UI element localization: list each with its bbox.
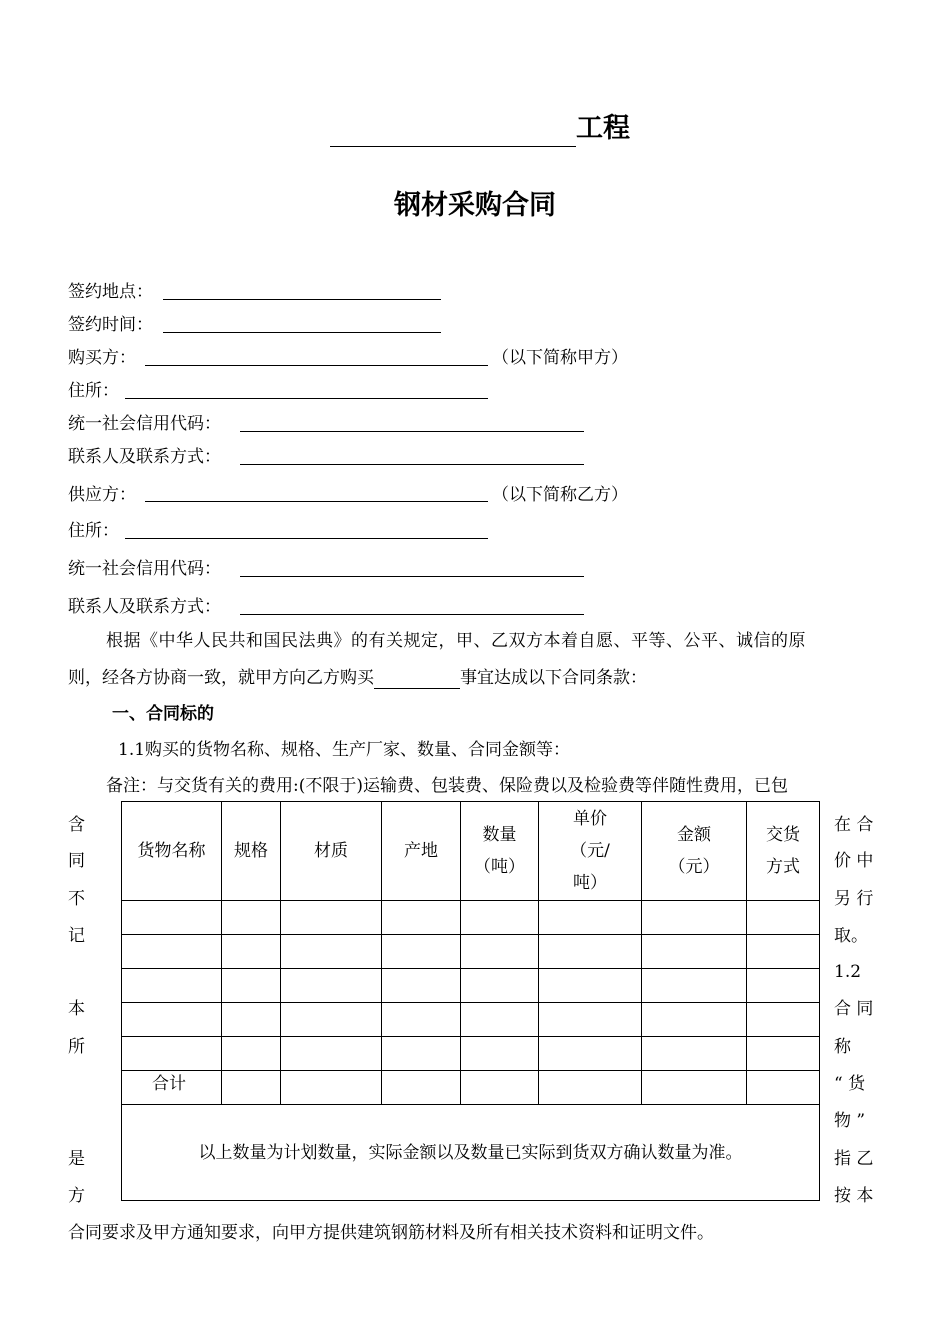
header-amount: 金额 （元） xyxy=(642,802,747,901)
contract-title: 钢材采购合同 xyxy=(394,190,556,221)
table-cell[interactable] xyxy=(222,1003,281,1037)
table-cell[interactable] xyxy=(122,901,222,935)
sign-time-label: 签约时间： xyxy=(68,315,153,335)
supplier-credit-code-label: 统一社会信用代码： xyxy=(68,559,221,579)
right-margin-line: 价 中 xyxy=(834,851,874,871)
buyer-label: 购买方： xyxy=(68,348,136,368)
table-cell[interactable] xyxy=(222,1071,281,1105)
table-cell[interactable] xyxy=(539,969,642,1003)
table-cell[interactable] xyxy=(122,1037,222,1071)
table-header-row xyxy=(122,802,820,901)
table-row xyxy=(122,935,820,969)
header-origin: 产地 xyxy=(382,802,461,901)
buyer-credit-code-field[interactable] xyxy=(240,431,584,432)
table-row xyxy=(122,901,820,935)
table-cell[interactable] xyxy=(461,935,539,969)
table-footnote-row xyxy=(122,1105,820,1201)
table-cell[interactable] xyxy=(222,935,281,969)
right-margin-line: 按 本 xyxy=(834,1186,874,1206)
right-margin-line: 称 xyxy=(834,1037,851,1057)
right-margin-line: 指 乙 xyxy=(834,1149,874,1169)
sign-place-field[interactable] xyxy=(163,299,441,300)
intro-line-1: 根据《中华人民共和国民法典》的有关规定，甲、乙双方本着自愿、平等、公平、诚信的原 xyxy=(106,631,806,651)
supplier-credit-code-field[interactable] xyxy=(240,576,584,577)
project-name-blank[interactable] xyxy=(330,116,576,147)
intro-line-2-end: 事宜达成以下合同条款： xyxy=(460,668,647,688)
right-margin-line: 1.2 xyxy=(834,962,862,982)
header-spec: 规格 xyxy=(222,802,281,901)
left-margin-char: 同 xyxy=(68,851,85,871)
right-margin-line: 在 合 xyxy=(834,815,874,835)
table-cell[interactable] xyxy=(747,1071,820,1105)
table-cell[interactable] xyxy=(747,1037,820,1071)
table-cell[interactable] xyxy=(382,935,461,969)
table-cell[interactable] xyxy=(461,1071,539,1105)
table-cell[interactable] xyxy=(539,1003,642,1037)
clause-1-1: 1.1购买的货物名称、规格、生产厂家、数量、合同金额等： xyxy=(118,740,571,760)
table-row xyxy=(122,969,820,1003)
final-line: 合同要求及甲方通知要求，向甲方提供建筑钢筋材料及所有相关技术资料和证明文件。 xyxy=(68,1223,714,1243)
header-quantity: 数量 （吨） xyxy=(461,802,539,901)
note-line: 备注：与交货有关的费用:(不限于)运输费、包装费、保险费以及检验费等伴随性费用，已包 xyxy=(106,776,788,796)
buyer-contact-field[interactable] xyxy=(240,464,584,465)
right-margin-line: 另 行 xyxy=(834,889,874,909)
supplier-contact-field[interactable] xyxy=(240,614,584,615)
header-unit-price: 单价 （元/ 吨） xyxy=(539,802,642,901)
supplier-contact-label: 联系人及联系方式： xyxy=(68,597,221,617)
right-margin-line: 合 同 xyxy=(834,999,874,1019)
table-cell[interactable] xyxy=(222,969,281,1003)
project-suffix: 工程 xyxy=(576,113,630,144)
table-cell[interactable] xyxy=(642,1037,747,1071)
table-footnote: 以上数量为计划数量，实际金额以及数量已实际到货双方确认数量为准。 xyxy=(122,1105,820,1201)
table-cell[interactable] xyxy=(642,935,747,969)
table-cell[interactable] xyxy=(222,1037,281,1071)
supplier-address-field[interactable] xyxy=(125,538,488,539)
table-cell[interactable] xyxy=(461,1037,539,1071)
table-cell[interactable] xyxy=(281,969,382,1003)
supplier-alias: （以下简称乙方） xyxy=(492,485,628,505)
total-label: 合计 xyxy=(122,1071,222,1105)
table-cell[interactable] xyxy=(747,901,820,935)
table-cell[interactable] xyxy=(461,969,539,1003)
table-cell[interactable] xyxy=(747,1003,820,1037)
left-margin-char: 所 xyxy=(68,1037,85,1057)
buyer-alias: （以下简称甲方） xyxy=(492,348,628,368)
buyer-address-field[interactable] xyxy=(125,398,488,399)
table-cell[interactable] xyxy=(222,901,281,935)
supplier-address-label: 住所： xyxy=(68,521,119,541)
header-delivery-method: 交货 方式 xyxy=(747,802,820,901)
table-cell[interactable] xyxy=(122,1003,222,1037)
supplier-field[interactable] xyxy=(145,501,488,502)
table-cell[interactable] xyxy=(382,1071,461,1105)
right-margin-line: 取。 xyxy=(834,926,868,946)
table-cell[interactable] xyxy=(382,901,461,935)
left-margin-char: 不 xyxy=(68,889,85,909)
table-cell[interactable] xyxy=(642,1003,747,1037)
table-cell[interactable] xyxy=(539,1037,642,1071)
buyer-contact-label: 联系人及联系方式： xyxy=(68,447,221,467)
goods-table xyxy=(121,801,820,1201)
table-cell[interactable] xyxy=(122,935,222,969)
purchase-item-blank[interactable] xyxy=(374,670,460,689)
table-cell[interactable] xyxy=(747,969,820,1003)
table-cell[interactable] xyxy=(747,935,820,969)
header-goods-name: 货物名称 xyxy=(122,802,222,901)
table-cell[interactable] xyxy=(382,1037,461,1071)
table-cell[interactable] xyxy=(642,969,747,1003)
section-1-heading: 一、合同标的 xyxy=(112,704,214,724)
left-margin-char: 记 xyxy=(68,926,85,946)
table-cell[interactable] xyxy=(382,969,461,1003)
table-row xyxy=(122,1037,820,1071)
left-margin-char: 方 xyxy=(68,1186,85,1206)
right-margin-line: 物 ” xyxy=(834,1111,866,1131)
left-margin-char: 是 xyxy=(68,1149,85,1169)
table-row xyxy=(122,1003,820,1037)
left-margin-char: 本 xyxy=(68,999,85,1019)
intro-line-2 xyxy=(68,667,647,689)
total-row xyxy=(122,1071,820,1105)
table-cell[interactable] xyxy=(539,901,642,935)
table-cell[interactable] xyxy=(122,969,222,1003)
buyer-field[interactable] xyxy=(145,365,488,366)
sign-place-label: 签约地点： xyxy=(68,282,153,302)
table-cell[interactable] xyxy=(642,1071,747,1105)
table-cell[interactable] xyxy=(539,935,642,969)
sign-time-field[interactable] xyxy=(163,332,441,333)
left-margin-char: 含 xyxy=(68,815,85,835)
table-cell[interactable] xyxy=(461,901,539,935)
table-cell[interactable] xyxy=(642,901,747,935)
buyer-address-label: 住所： xyxy=(68,381,119,401)
table-cell[interactable] xyxy=(461,1003,539,1037)
table-cell[interactable] xyxy=(382,1003,461,1037)
intro-line-2-start: 则，经各方协商一致，就甲方向乙方购买 xyxy=(68,668,374,688)
table-cell[interactable] xyxy=(281,1037,382,1071)
table-cell[interactable] xyxy=(281,935,382,969)
buyer-credit-code-label: 统一社会信用代码： xyxy=(68,414,221,434)
table-cell[interactable] xyxy=(281,901,382,935)
supplier-label: 供应方： xyxy=(68,485,136,505)
project-title xyxy=(330,111,640,147)
table-cell[interactable] xyxy=(281,1071,382,1105)
right-margin-line: “ 货 xyxy=(834,1074,866,1094)
table-cell[interactable] xyxy=(539,1071,642,1105)
header-material: 材质 xyxy=(281,802,382,901)
table-cell[interactable] xyxy=(281,1003,382,1037)
